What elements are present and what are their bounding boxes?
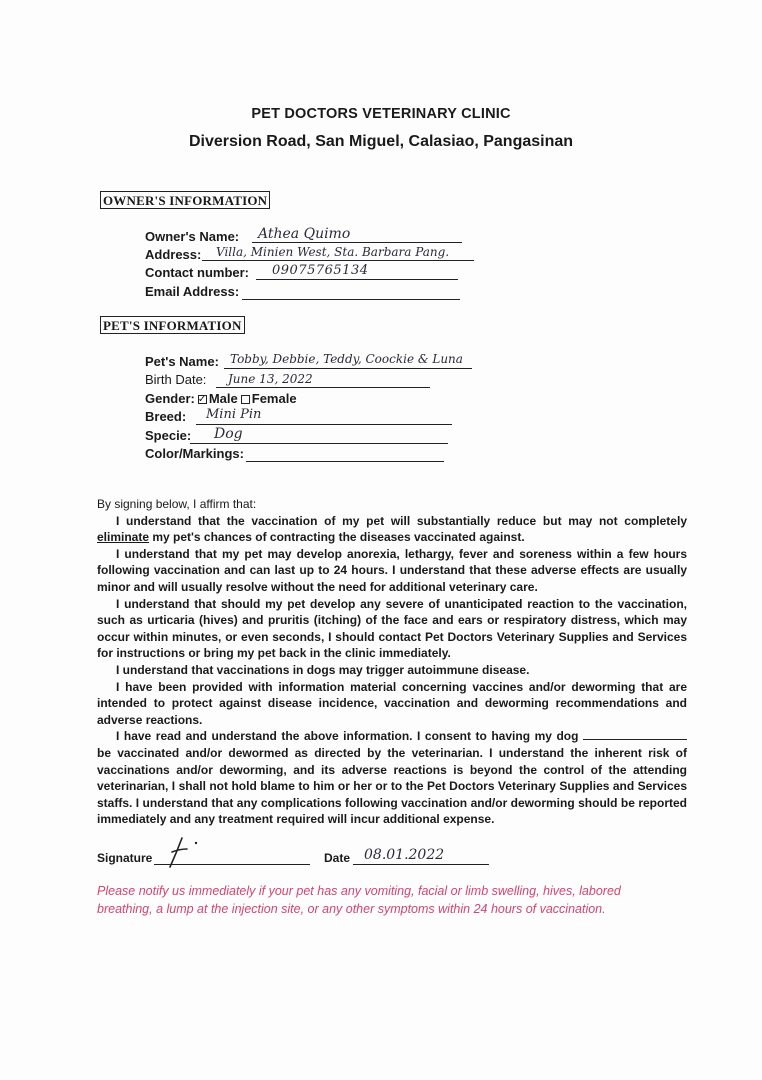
pet-section-heading: PET'S INFORMATION: [100, 316, 245, 334]
color-markings-field[interactable]: [246, 445, 444, 462]
affirmation-p5: I have been provided with information material concerning vaccines and/or deworming that are intended to protect against disease incidence, vaccination and deworming recommendations and adverse reactions.: [97, 679, 687, 727]
breed-value: Mini Pin: [206, 407, 262, 422]
date-value: 08.01.2022: [364, 847, 445, 863]
address-value: Villa, Minien West, Sta. Barbara Pang.: [216, 245, 450, 259]
dog-name-blank[interactable]: [583, 728, 687, 740]
specie-label: Specie:: [145, 428, 192, 443]
owner-section-heading: OWNER'S INFORMATION: [100, 191, 270, 209]
male-label: Male: [208, 391, 238, 406]
clinic-name: PET DOCTORS VETERINARY CLINIC: [251, 106, 511, 122]
address-label: Address:: [145, 247, 202, 262]
date-label: Date: [324, 851, 351, 865]
specie-value: Dog: [214, 426, 243, 442]
post-vaccination-notice: Please notify us immediately if your pet has any vomiting, facial or limb swelling, hives, labored breathing, a lump at the injection site, or any other symptoms within 24 hours of vaccination.: [97, 884, 621, 916]
female-checkbox[interactable]: [241, 395, 250, 404]
contact-number-value: 09075765134: [272, 263, 369, 278]
contact-number-label: Contact number:: [145, 265, 249, 280]
breed-label: Breed:: [145, 409, 187, 424]
clinic-address: Diversion Road, San Miguel, Calasiao, Pangasinan: [188, 133, 574, 150]
color-markings-label: Color/Markings:: [145, 446, 244, 461]
affirmation-intro: By signing below, I affirm that:: [97, 497, 257, 511]
male-checkbox[interactable]: [198, 395, 207, 404]
owner-name-value: Athea Quimo: [258, 226, 351, 242]
affirmation-p1-text: I understand that the vaccination of my pet will substantially reduce but may not completely: [116, 513, 687, 528]
affirmation-block: [97, 496, 687, 828]
affirmation-p4: I understand that vaccinations in dogs may trigger autoimmune disease.: [116, 662, 530, 677]
email-field[interactable]: [242, 283, 460, 300]
affirmation-p1-underlined: eliminate: [97, 530, 150, 545]
affirmation-p6-text: I have read and understand the above information. I consent to having my dog: [116, 729, 583, 744]
affirmation-p1: [97, 513, 687, 546]
owner-name-label: Owner's Name:: [145, 229, 240, 244]
affirmation-p1-text-end: my pet's chances of contracting the diseases vaccinated against.: [149, 530, 525, 545]
affirmation-p6: [97, 728, 687, 828]
signature-mark: [160, 834, 206, 870]
pet-name-value: Tobby, Debbie, Teddy, Coockie & Luna: [230, 352, 463, 366]
birth-date-value: June 13, 2022: [228, 372, 313, 386]
birth-date-label: Birth Date:: [145, 372, 207, 387]
email-label: Email Address:: [145, 284, 240, 299]
gender-row: [145, 390, 297, 408]
pet-name-label: Pet's Name:: [145, 354, 219, 369]
gender-label: Gender:: [145, 391, 195, 406]
affirmation-p6-text-end: be vaccinated and/or dewormed as directed by the veterinarian. I understand the inherent risk of vaccinations and/or deworming, and its adverse reactions is beyond the control of the attending veterinarian, I shall not hold blame to him or her or to the Pet Doctors Veterinary Supplies and Services staffs. I understand that any complications following vaccination and/or deworming should be reported immediately and any treatment required will incur additional expense.: [97, 745, 687, 827]
affirmation-p2: I understand that my pet may develop anorexia, lethargy, fever and soreness within a few hours following vaccination and can last up to 24 hours. I understand that these adverse effects are usually minor and will usually resolve without the need for additional veterinary care.: [97, 546, 687, 594]
female-label: Female: [251, 391, 297, 406]
affirmation-p3: I understand that should my pet develop any severe of unanticipated reaction to the vaccination, such as urticaria (hives) and pruritis (itching) of the face and ears or respiratory distress, which may occur within minutes, or even seconds, I should contact Pet Doctors Veterinary Supplies and Services for instructions or bring my pet back in the clinic immediately.: [97, 596, 687, 661]
signature-label: Signature: [97, 851, 153, 865]
